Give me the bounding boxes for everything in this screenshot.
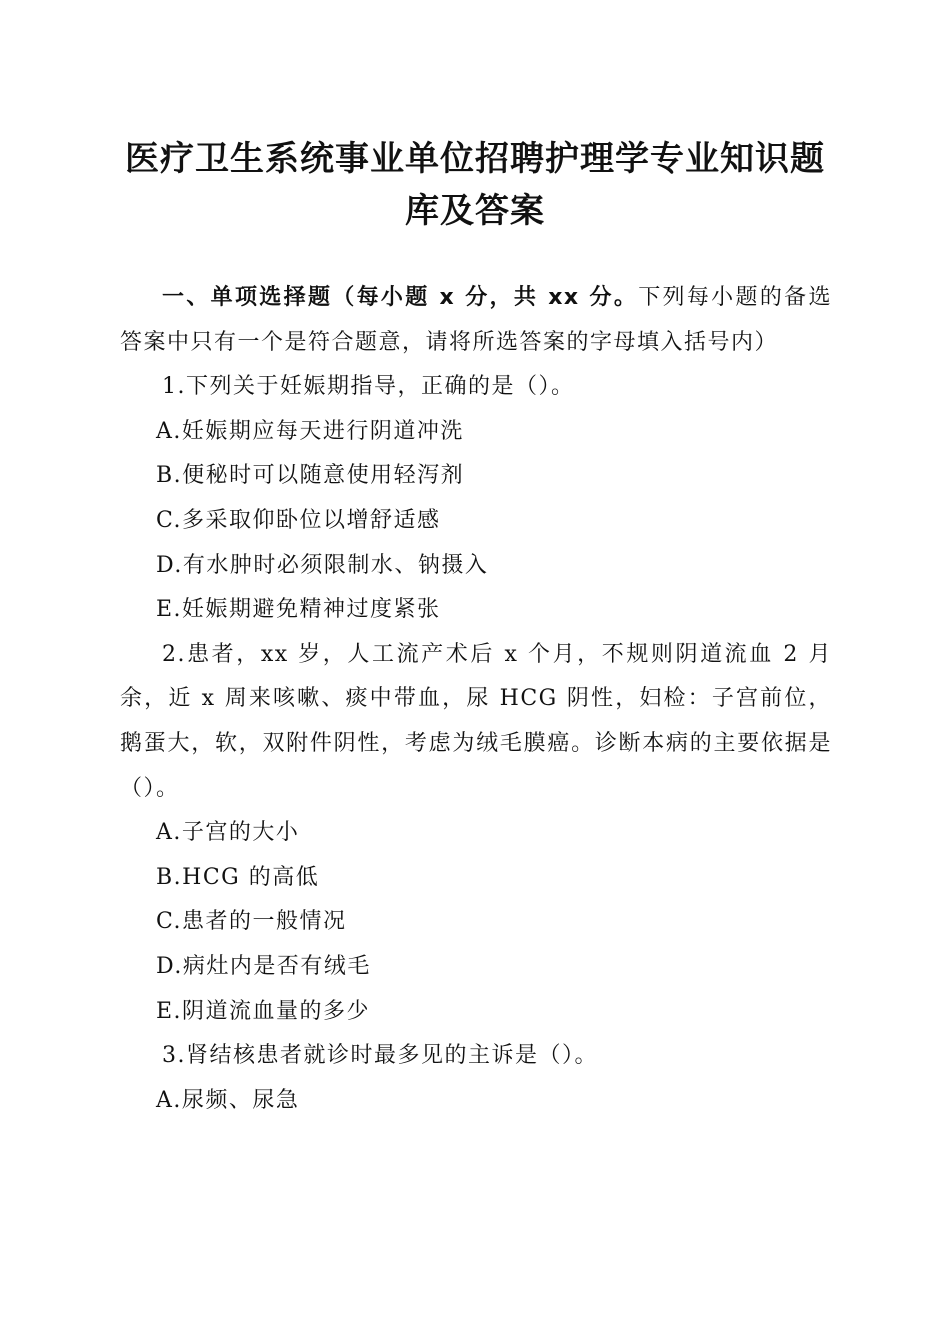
title-line-2: 库及答案 <box>405 191 545 231</box>
answer-option: D.病灶内是否有绒毛 <box>156 953 371 979</box>
answer-option: A.妊娠期应每天进行阴道冲洗 <box>156 418 464 444</box>
answer-option: E.妊娠期避免精神过度紧张 <box>156 597 441 623</box>
answer-option: B.HCG 的高低 <box>156 864 320 890</box>
question-stem: 1.下列关于妊娠期指导，正确的是（）。 <box>162 374 575 400</box>
section-instructions: 下列每小题的备选答案中只有一个是符合题意，请将所选答案的字母填入括号内） <box>120 285 832 355</box>
section-intro <box>120 276 832 365</box>
answer-option: A.子宫的大小 <box>156 820 300 846</box>
answer-option: C.患者的一般情况 <box>156 909 347 935</box>
title-line-1: 医疗卫生系统事业单位招聘护理学专业知识题 <box>125 139 825 179</box>
document-body <box>120 276 832 1123</box>
section-heading: 一、单项选择题（每小题 x 分，共 xx 分。 <box>162 285 639 310</box>
document-title <box>0 133 950 237</box>
answer-option: D.有水肿时必须限制水、钠摄入 <box>156 552 489 578</box>
answer-option: A.尿频、尿急 <box>156 1087 300 1113</box>
answer-option: B.便秘时可以随意使用轻泻剂 <box>156 463 465 489</box>
answer-option: C.多采取仰卧位以增舒适感 <box>156 507 441 533</box>
question-stem: 2.患者，xx 岁，人工流产术后 x 个月，不规则阴道流血 2 月余，近 x 周来咳嗽、痰中带血，尿 HCG 阴性，妇检：子宫前位，鹅蛋大，软，双附件阴性，考虑为绒毛膜癌。诊断本病的主要依据是（）。 <box>120 641 832 801</box>
answer-option: E.阴道流血量的多少 <box>156 998 371 1024</box>
question-stem: 3.肾结核患者就诊时最多见的主诉是（）。 <box>162 1043 598 1069</box>
